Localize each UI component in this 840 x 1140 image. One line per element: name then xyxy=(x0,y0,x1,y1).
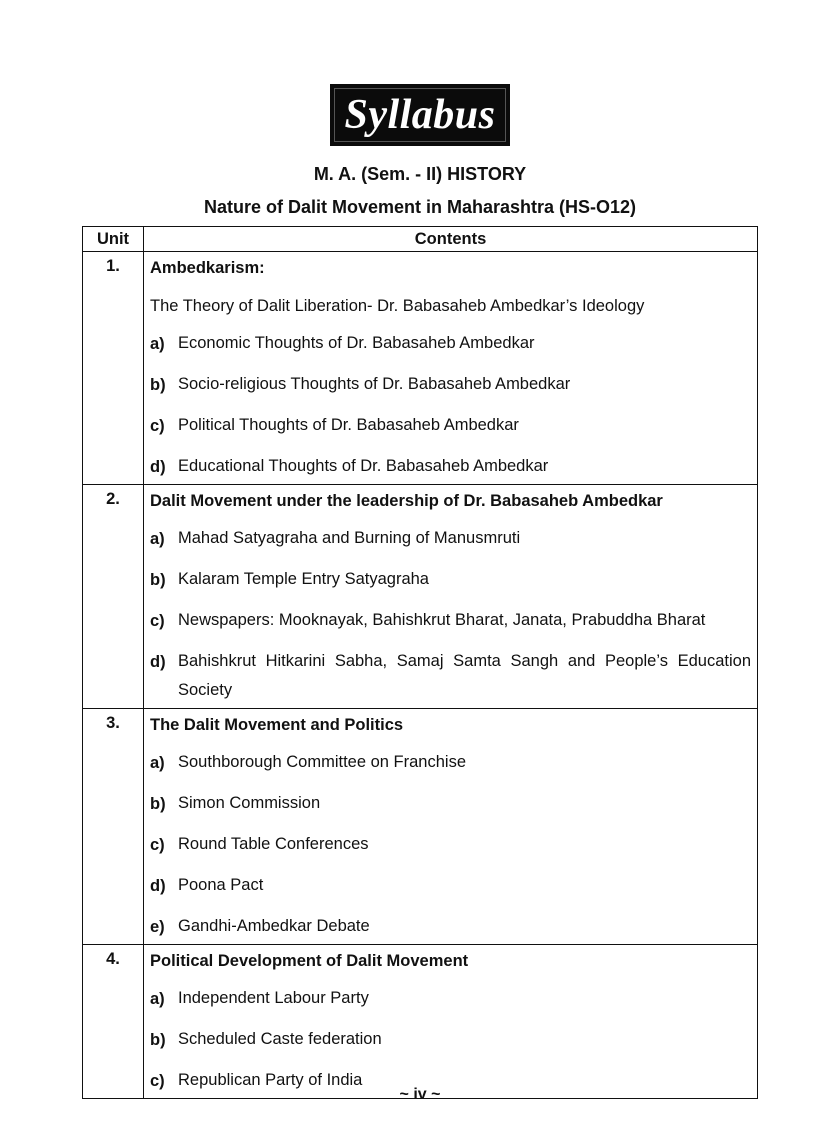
list-item xyxy=(150,916,751,942)
item-label: d) xyxy=(150,652,166,671)
unit-heading: The Dalit Movement and Politics xyxy=(150,716,404,734)
course-title: Nature of Dalit Movement in Maharashtra (HS-O12) xyxy=(203,197,637,217)
syllabus-badge: Syllabus xyxy=(330,84,510,146)
unit-contents xyxy=(144,252,758,485)
unit-contents xyxy=(144,485,758,709)
unit-contents xyxy=(144,709,758,945)
item-label: d) xyxy=(150,457,166,476)
list-item xyxy=(150,374,751,400)
item-text: Round Table Conferences xyxy=(178,835,369,853)
list-item xyxy=(150,752,751,778)
item-label: c) xyxy=(150,416,165,435)
unit-contents xyxy=(144,945,758,1099)
column-header-contents: Contents xyxy=(144,227,758,252)
item-text: Poona Pact xyxy=(178,876,264,894)
list-item xyxy=(150,651,751,706)
list-item xyxy=(150,456,751,482)
list-item xyxy=(150,1029,751,1055)
list-item xyxy=(150,875,751,901)
list-item xyxy=(150,610,751,636)
unit-number: 4. xyxy=(83,945,144,1099)
item-label: b) xyxy=(150,570,166,589)
item-label: e) xyxy=(150,917,165,936)
item-text: Kalaram Temple Entry Satyagraha xyxy=(178,570,429,588)
page-number: ~ iv ~ xyxy=(399,1086,441,1103)
item-text: Socio-religious Thoughts of Dr. Babasaheb Ambedkar xyxy=(178,375,571,393)
item-text: Newspapers: Mooknayak, Bahishkrut Bharat, Janata, Prabuddha Bharat xyxy=(178,611,706,629)
item-text: Republican Party of India xyxy=(178,1071,363,1089)
unit-number: 2. xyxy=(83,485,144,709)
item-label: b) xyxy=(150,794,166,813)
item-label: b) xyxy=(150,1030,166,1049)
item-label: a) xyxy=(150,753,165,772)
list-item xyxy=(150,569,751,595)
list-item xyxy=(150,415,751,441)
item-text: Economic Thoughts of Dr. Babasaheb Ambedkar xyxy=(178,334,535,352)
program-subtitle: M. A. (Sem. - II) HISTORY xyxy=(313,164,527,184)
syllabus-badge-wrap xyxy=(0,84,840,146)
unit-heading: Political Development of Dalit Movement xyxy=(150,952,469,970)
item-text: Gandhi-Ambedkar Debate xyxy=(178,917,370,935)
item-text: Simon Commission xyxy=(178,794,321,812)
unit-number: 3. xyxy=(83,709,144,945)
item-text: Political Thoughts of Dr. Babasaheb Ambedkar xyxy=(178,416,519,434)
unit-heading: Ambedkarism: xyxy=(150,259,265,277)
table-row xyxy=(83,709,758,945)
item-label: c) xyxy=(150,611,165,630)
item-text: Mahad Satyagraha and Burning of Manusmruti xyxy=(178,529,521,547)
item-text: Independent Labour Party xyxy=(178,989,369,1007)
unit-number: 1. xyxy=(83,252,144,485)
item-text: Educational Thoughts of Dr. Babasaheb Ambedkar xyxy=(178,457,549,475)
list-item xyxy=(150,333,751,359)
item-label: a) xyxy=(150,529,165,548)
list-item xyxy=(150,528,751,554)
list-item xyxy=(150,988,751,1014)
list-item xyxy=(150,834,751,860)
table-header-row xyxy=(83,227,758,252)
item-label: d) xyxy=(150,876,166,895)
table-row xyxy=(83,252,758,485)
item-label: a) xyxy=(150,334,165,353)
unit-heading: Dalit Movement under the leadership of Dr. Babasaheb Ambedkar xyxy=(150,492,663,510)
list-item xyxy=(150,793,751,819)
item-label: c) xyxy=(150,1071,165,1090)
item-label: a) xyxy=(150,989,165,1008)
unit-intro: The Theory of Dalit Liberation- Dr. Babasaheb Ambedkar’s Ideology xyxy=(150,297,645,315)
item-label: b) xyxy=(150,375,166,394)
item-label: c) xyxy=(150,835,165,854)
table-row xyxy=(83,485,758,709)
syllabus-table xyxy=(82,226,758,1099)
item-text: Southborough Committee on Franchise xyxy=(178,753,466,771)
item-text: Bahishkrut Hitkarini Sabha, Samaj Samta Sangh and People’s Education Society xyxy=(178,652,751,699)
item-text: Scheduled Caste federation xyxy=(178,1030,382,1048)
table-row xyxy=(83,945,758,1099)
column-header-unit: Unit xyxy=(83,227,144,252)
